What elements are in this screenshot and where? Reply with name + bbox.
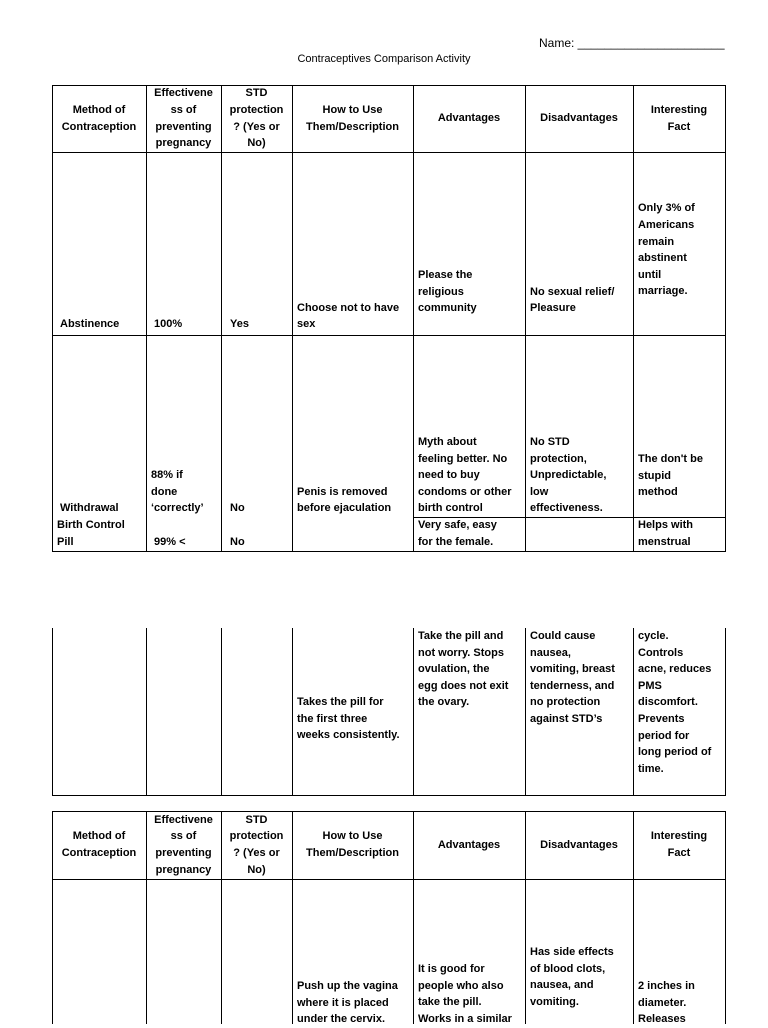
disadvantages-pill-line: vomiting, breast: [530, 663, 615, 676]
table-border: [221, 628, 222, 795]
advantages-pill-line: the ovary.: [418, 696, 470, 709]
page-title: Contraceptives Comparison Activity: [297, 53, 471, 65]
advantages-withdrawal-line: condoms or other: [418, 485, 512, 498]
table-border: [146, 628, 147, 795]
advantages-next-line: people who also: [418, 979, 504, 992]
fact-pill-line: Prevents: [638, 712, 685, 725]
fact-pill-top-line: Helps with: [638, 519, 694, 531]
header-line: ? (Yes or: [233, 847, 280, 859]
method-withdrawal: [60, 500, 144, 517]
disadvantages-withdrawal-line: Unpredictable,: [530, 469, 607, 482]
effectiveness-abstinence-line: 100%: [154, 318, 183, 331]
header-line: Method of: [72, 103, 126, 116]
header-line: protection: [229, 103, 284, 116]
table-border: [221, 85, 222, 551]
header-line: STD: [245, 87, 268, 100]
advantages-next-line: take the pill.: [418, 996, 482, 1009]
disadvantages-withdrawal-line: effectiveness.: [530, 502, 603, 515]
std-pill-line: No: [230, 536, 245, 548]
fact-pill-line: period for: [638, 729, 690, 742]
table-border: [292, 85, 293, 551]
table-border: [52, 795, 726, 796]
disadvantages-next-line: of blood clots,: [530, 962, 606, 975]
how-next-line: where it is placed: [297, 996, 389, 1009]
effectiveness-pill-line: 99% <: [154, 536, 186, 548]
advantages-next-line: It is good for: [418, 963, 485, 975]
fact-withdrawal-line: The don't be: [638, 453, 703, 466]
effectiveness-withdrawal-line: done: [151, 485, 178, 498]
how-pill-line: Takes the pill for: [297, 696, 384, 708]
disadvantages-next-line: Has side effects: [530, 946, 614, 958]
method-withdrawal-line: Withdrawal: [60, 502, 119, 515]
header-line: ? (Yes or: [233, 120, 280, 133]
fact-withdrawal-line: stupid: [638, 469, 671, 482]
std-abstinence-line: Yes: [230, 318, 249, 331]
header-line: How to Use: [322, 830, 383, 843]
fact-pill-line: time.: [638, 762, 664, 775]
advantages-pill-top-line: for the female.: [418, 535, 494, 548]
std-withdrawal: [230, 500, 290, 517]
table-border: [725, 811, 726, 1024]
header-line: Advantages: [437, 838, 501, 851]
header-line: ss of: [170, 830, 197, 843]
std-pill: [230, 534, 290, 551]
table1-header-2: [146, 85, 221, 152]
std-abstinence: [230, 316, 290, 333]
table-border: [52, 628, 53, 795]
fact-next: [638, 978, 723, 1028]
disadvantages-withdrawal: [530, 434, 631, 517]
disadvantages-withdrawal-line: protection,: [530, 452, 587, 465]
header-line: STD: [245, 813, 268, 826]
table2-header-3: [221, 811, 292, 879]
disadvantages-abstinence: [530, 284, 631, 317]
fact-pill-top-line: menstrual: [638, 535, 691, 548]
table2-header-2: [146, 811, 221, 879]
table1-header-1: [52, 85, 146, 152]
fact-abstinence-line: Only 3% of: [638, 202, 695, 215]
header-line: preventing: [155, 120, 212, 133]
header-line: Effectivene: [154, 813, 213, 826]
fact-abstinence-line: abstinent: [638, 252, 687, 265]
how-pill-line: the first three: [297, 712, 368, 725]
table-border: [52, 152, 726, 153]
disadvantages-pill-line: no protection: [530, 696, 601, 709]
header-line: Contraception: [61, 847, 137, 859]
fact-abstinence-line: Americans: [638, 218, 695, 231]
how-withdrawal-line: Penis is removed: [297, 485, 388, 498]
disadvantages-abstinence-line: No sexual relief/: [530, 285, 615, 298]
fact-pill-line: long period of: [638, 746, 712, 759]
fact-withdrawal: [638, 451, 723, 501]
fact-next-line: diameter.: [638, 996, 687, 1009]
advantages-withdrawal-line: birth control: [418, 502, 483, 515]
fact-next-line: 2 inches in: [638, 980, 695, 992]
header-line: Them/Description: [306, 120, 399, 133]
name-field: Name: ______________________: [539, 36, 725, 50]
advantages-next: [418, 961, 523, 1027]
header-line: Contraception: [61, 120, 137, 133]
fact-abstinence-line: marriage.: [638, 285, 688, 298]
header-line: Them/Description: [306, 847, 399, 859]
advantages-abstinence-line: religious: [418, 285, 464, 298]
header-line: No): [247, 863, 266, 876]
how-pill: [297, 694, 411, 744]
advantages-withdrawal-line: feeling better. No: [418, 452, 508, 465]
fact-pill-line: Controls: [638, 646, 684, 659]
advantages-withdrawal-line: Myth about: [418, 436, 477, 448]
table2-header-6: [525, 811, 633, 879]
header-line: Disadvantages: [540, 112, 618, 125]
table2-header-1: [52, 811, 146, 879]
table-border: [725, 628, 726, 795]
effectiveness-withdrawal-line: ‘correctly’: [151, 502, 204, 515]
header-line: No): [247, 137, 266, 150]
advantages-withdrawal: [418, 434, 523, 517]
table2-header-7: [633, 811, 725, 879]
header-line: How to Use: [322, 103, 383, 116]
effectiveness-pill: [154, 534, 219, 551]
table1-header-6: [525, 85, 633, 152]
disadvantages-pill-line: Could cause: [530, 630, 596, 642]
advantages-pill-line: not worry. Stops: [418, 646, 504, 659]
how-abstinence-line: sex: [297, 318, 316, 331]
table-border: [525, 628, 526, 795]
advantages-abstinence: [418, 267, 523, 317]
header-line: Interesting: [650, 830, 708, 843]
method-abstinence-line: Abstinence: [60, 318, 120, 331]
header-line: Fact: [667, 120, 691, 133]
method-pill: [57, 517, 144, 550]
table-border: [725, 85, 726, 551]
header-line: Advantages: [437, 112, 501, 125]
header-line: Method of: [72, 830, 126, 843]
advantages-abstinence-line: community: [418, 302, 477, 315]
table-border: [633, 85, 634, 551]
disadvantages-abstinence-line: Pleasure: [530, 302, 576, 315]
how-withdrawal-line: before ejaculation: [297, 502, 392, 515]
table1-header-7: [633, 85, 725, 152]
header-line: pregnancy: [155, 863, 212, 876]
disadvantages-withdrawal-line: No STD: [530, 436, 570, 448]
effectiveness-abstinence: [154, 316, 219, 333]
disadvantages-next: [530, 944, 631, 1010]
effectiveness-withdrawal: [151, 467, 219, 517]
table-border: [413, 628, 414, 795]
header-line: pregnancy: [155, 137, 212, 150]
table-border: [413, 85, 414, 551]
fact-pill-line: cycle.: [638, 630, 669, 642]
how-withdrawal: [297, 484, 411, 517]
std-withdrawal-line: No: [230, 502, 245, 515]
fact-abstinence: [638, 200, 723, 300]
fact-pill-line: acne, reduces: [638, 663, 712, 676]
disadvantages-withdrawal-line: low: [530, 485, 549, 498]
table1-header-5: [413, 85, 525, 152]
table-border: [292, 628, 293, 795]
advantages-next-line: Works in a similar: [418, 1012, 512, 1025]
advantages-abstinence-line: Please the: [418, 269, 473, 282]
table1-header-4: [292, 85, 413, 152]
fact-pill-line: PMS: [638, 679, 662, 692]
how-abstinence-line: Choose not to have: [297, 301, 400, 314]
advantages-pill-top: [418, 517, 523, 550]
header-line: preventing: [155, 847, 212, 859]
header-line: Disadvantages: [540, 838, 618, 851]
table2-header-5: [413, 811, 525, 879]
advantages-pill-top-line: Very safe, easy: [418, 519, 497, 531]
header-line: Fact: [667, 847, 691, 859]
method-abstinence: [60, 316, 144, 333]
fact-abstinence-line: remain: [638, 235, 675, 248]
how-next-line: under the cervix.: [297, 1013, 386, 1026]
table-border: [52, 335, 726, 336]
fact-abstinence-line: until: [638, 268, 662, 281]
method-pill-line: Pill: [57, 535, 74, 548]
how-abstinence: [297, 300, 411, 333]
method-pill-line: Birth Control: [57, 519, 125, 531]
advantages-withdrawal-line: need to buy: [418, 469, 480, 482]
header-line: ss of: [170, 103, 197, 116]
how-pill-line: weeks consistently.: [297, 729, 400, 742]
table-border: [633, 628, 634, 795]
header-line: Interesting: [650, 103, 708, 116]
advantages-pill-line: ovulation, the: [418, 663, 490, 676]
disadvantages-pill-line: tenderness, and: [530, 679, 615, 692]
fact-next-line: Releases: [638, 1013, 686, 1026]
how-next: [297, 978, 411, 1028]
fact-pill-top: [638, 517, 723, 550]
fact-pill-line: discomfort.: [638, 696, 698, 709]
disadvantages-pill: [530, 628, 631, 728]
effectiveness-withdrawal-line: 88% if: [151, 469, 183, 482]
disadvantages-pill-line: nausea,: [530, 646, 571, 659]
table2-header-4: [292, 811, 413, 879]
how-next-line: Push up the vagina: [297, 980, 398, 992]
header-line: protection: [229, 830, 284, 843]
advantages-pill: [418, 628, 523, 711]
header-line: Effectivene: [154, 87, 213, 100]
disadvantages-pill-line: against STD’s: [530, 712, 603, 725]
advantages-pill-line: Take the pill and: [418, 630, 504, 642]
advantages-pill-line: egg does not exit: [418, 679, 509, 692]
table-border: [52, 551, 726, 552]
table-border: [52, 85, 53, 551]
table-border: [146, 85, 147, 551]
fact-pill: [638, 628, 723, 777]
table-border: [52, 879, 726, 880]
disadvantages-next-line: vomiting.: [530, 995, 579, 1008]
table-border: [525, 85, 526, 551]
table1-header-3: [221, 85, 292, 152]
disadvantages-next-line: nausea, and: [530, 979, 594, 992]
fact-withdrawal-line: method: [638, 486, 678, 499]
